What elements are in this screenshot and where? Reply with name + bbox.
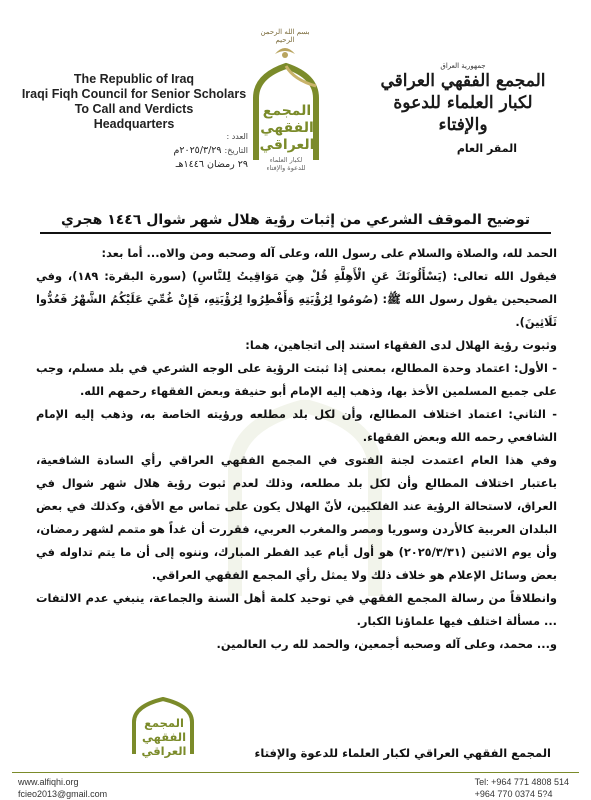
logo-line-3: العراقي xyxy=(259,137,315,153)
council-logo xyxy=(240,28,330,178)
body-para-2: فيقول الله تعالى: (يَسْأَلُونَكَ عَنِ الْأَهِلَّةِ قُلْ هِيَ مَوَاقِيتُ لِلنَّاسِ) (سورة البقرة: ١٨٩)، وفي الصحيحين يقول رسول الله ﷺ: (صُومُوا لِرُؤْيَتِهِ وَأَفْطِرُوا لِرُؤْيَتِهِ، فَإِنْ غُمِّيَ عَلَيْكُمُ الشَّهْرُ فَعُدُّوا ثَلَاثِينَ). xyxy=(36,269,557,329)
body-para-8: و... محمد، وعلى آله وصحبه أجمعين، والحمد لله رب العالمين. xyxy=(216,637,557,651)
footer-contacts-right xyxy=(475,776,569,800)
number-label: العدد : xyxy=(226,132,248,141)
body-para-3: وثبوت رؤية الهلال لدى الفقهاء استند إلى اتجاهين، هما: xyxy=(245,338,557,352)
en-line-call: To Call and Verdicts xyxy=(74,102,194,116)
date-label: التاريخ: xyxy=(224,146,248,155)
basmala-text: بسم الله الرحمن الرحيم xyxy=(260,28,310,44)
date-gregorian: ٢٠٢٥/٣/٢٩م xyxy=(173,145,222,156)
arabic-header xyxy=(369,62,557,155)
document-meta xyxy=(118,130,248,172)
en-line-republic: The Republic of Iraq xyxy=(73,72,195,86)
document-body xyxy=(36,242,557,656)
logo-line-2: الفقهي xyxy=(260,120,314,136)
footer-website[interactable]: www.alfiqhi.org xyxy=(18,777,79,787)
body-para-1: الحمد لله، والصلاة والسلام على رسول الله، وعلى آله وصحبه ومن والاه... أما بعد: xyxy=(101,246,557,260)
footer-logo-line-2: الفقهي xyxy=(141,730,187,744)
signature-line: المجمع الفقهي العراقي لكبار العلماء للدعوة والإفتاء xyxy=(254,746,551,760)
footer-divider xyxy=(12,772,579,773)
body-para-7: وانطلاقاً من رسالة المجمع الفقهي في توحيد كلمة أهل السنة والجماعة، ينبغي عدم الالتفات ... مسألة اختلف فيها علماؤنا الكبار. xyxy=(36,591,557,628)
logo-sub-2: للدعوة والإفتاء xyxy=(266,164,306,172)
medallion-icon xyxy=(273,40,297,60)
ar-council-name-2: لكبار العلماء للدعوة والإفتاء xyxy=(393,93,533,135)
logo-sub-1: لكبار العلماء xyxy=(269,156,303,164)
footer-phone: Tel: +964 771 4808 514 xyxy=(474,777,569,787)
logo-title xyxy=(258,103,316,154)
footer-email[interactable]: fcieo2013@gmail.com xyxy=(18,789,108,799)
ar-republic: جمهورية العراق xyxy=(440,62,486,70)
footer-contacts-left xyxy=(18,776,107,800)
document-title: توضيح الموقف الشرعي من إثبات رؤية هلال شهر شوال ١٤٤٦ هجري xyxy=(60,212,530,228)
ar-council-name-1: المجمع الفقهي العراقي xyxy=(380,71,546,91)
body-para-6: وفي هذا العام اعتمدت لجنة الفتوى في المجمع الفقهي العراقي رأي السادة الشافعية، باعتبار اختلاف المطالع وأن لكل بلد مطلعه، وذلك لعدم ثبوت رؤية هلال شهر شوال في العراق، لاستحالة الرؤية عند الفلكيين، لأنّ الهلال يكون على تماس مع الأفق، وكذلك في بعض البلدان العربية كالأردن وسوريا ومصر والمغرب العربي، فقررت أن غداً هو متمم لشهر رمضان، وأن يوم الاثنين (٢٠٢٥/٣/٣١) هو أول أيام عيد الفطر المبارك، وننوه إلى أن ما يتم تداوله في بعض وسائل الإعلام هو خلاف ذلك ولا يمثل رأي المجمع الفقهي العراقي. xyxy=(36,453,557,582)
title-underline xyxy=(40,232,551,234)
logo-line-1: المجمع xyxy=(262,103,312,119)
footer-logo-line-3: العراقي xyxy=(141,744,187,758)
footer-logo-line-1: المجمع xyxy=(144,716,184,730)
en-line-hq: Headquarters xyxy=(93,117,175,131)
footer-phone-2: +964 770 0374 5?4 xyxy=(474,789,553,799)
body-para-4: - الأول: اعتماد وحدة المطالع، بمعنى إذا ثبتت الرؤية على الوجه الشرعي في بلد مسلم، وجب على جميع المسلمين الأخذ بها، وذهب إليه الإمام أبو حنيفة وبعض الفقهاء رحمهم الله. xyxy=(36,361,557,398)
en-line-council: Iraqi Fiqh Council for Senior Scholars xyxy=(21,87,247,101)
ar-headquarters: المقر العام xyxy=(456,142,517,155)
english-header xyxy=(18,72,250,132)
body-para-5: - الثاني: اعتماد اختلاف المطالع، وأن لكل بلد مطلعه ورؤيته الخاصة به، وذهب إليه الإمام الشافعي رحمه الله وبعض الفقهاء. xyxy=(36,407,557,444)
date-hijri: ٢٩ رمضان ١٤٤٦هـ xyxy=(175,159,248,170)
logo-subtitle xyxy=(254,156,318,172)
